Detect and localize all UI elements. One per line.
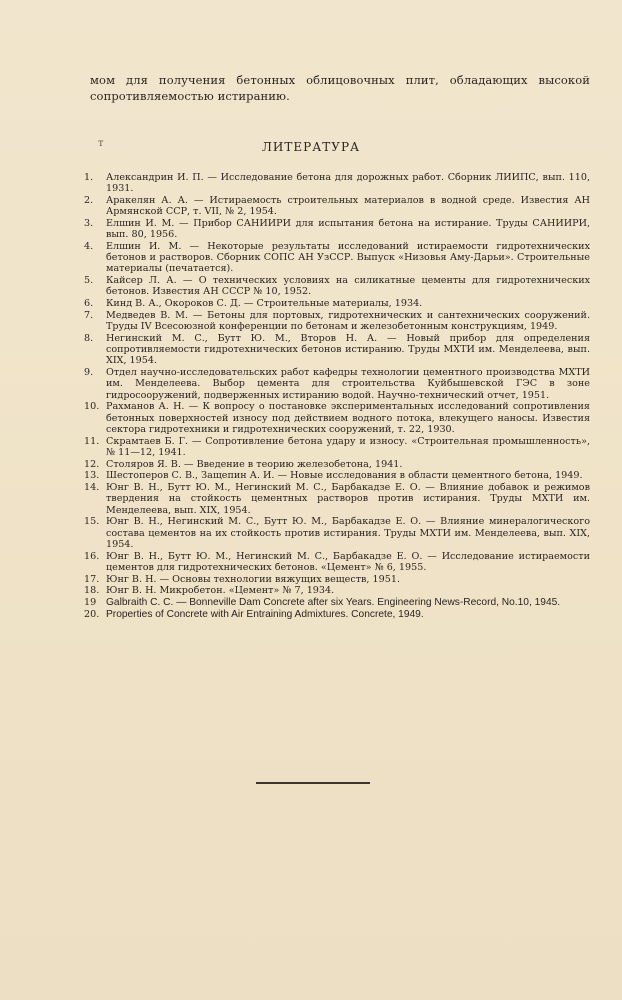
reference-item: [84, 172, 590, 194]
reference-number: 8.: [84, 333, 94, 344]
reference-item: [84, 195, 590, 217]
margin-mark: т: [98, 138, 104, 149]
reference-number: 17.: [84, 573, 100, 585]
reference-text: Скрамтаев Б. Г. — Сопротивление бетона удару и износу. «Строительная промышленность», № 11—12, 1941.: [106, 435, 590, 458]
reference-number: 4.: [84, 241, 94, 252]
reference-text: Юнг В. Н., Бутт Ю. М., Негинский М. С., Барбакадзе Е. О. — Влияние добавок и режимов твердения на стойкость цементных растворов против истирания. Труды МХТИ им. Менделеева, вып. XIX, 1954.: [106, 482, 590, 516]
reference-text: Елшин И. М. — Прибор САНИИРИ для испытания бетона на истирание. Труды САНИИРИ, вып. 80, 1956.: [106, 218, 590, 241]
section-heading: ЛИТЕРАТУРА: [261, 140, 361, 154]
reference-item: [84, 275, 590, 297]
closing-rule: [256, 782, 370, 784]
intro-paragraph: мом для получения бетонных облицовочных плит, обладающих высокой сопротивляемостью истиранию.: [90, 73, 590, 103]
reference-text: Александрин И. П. — Исследование бетона для дорожных работ. Сборник ЛИИПС, вып. 110, 1931.: [106, 172, 590, 195]
reference-item: [84, 298, 590, 309]
reference-item: [84, 367, 590, 401]
reference-item: [84, 574, 590, 585]
reference-text: Медведев В. М. — Бетоны для портовых, гидротехнических и сантехнических сооружений. Труды IV Всесоюзной конференции по бетонам и железобетонным конструкциям, 1949.: [106, 310, 590, 333]
reference-text: Рахманов А. Н. — К вопросу о постановке экспериментальных исследований сопротивления бетонных поверхностей износу под действием водного потока, влекущего наносы. Известия сектора гидротехники и гидротехнических сооружений, т. 22, 1930.: [106, 401, 590, 435]
reference-number: 5.: [84, 275, 94, 287]
reference-text: Properties of Concrete with Air Entraining Admixtures. Concrete, 1949.: [106, 609, 424, 620]
reference-number: 3.: [84, 218, 94, 229]
reference-item: [84, 585, 590, 596]
reference-number: 6.: [84, 298, 94, 310]
reference-number: 16.: [84, 550, 100, 562]
reference-item: [84, 516, 590, 550]
reference-number: 14.: [84, 482, 100, 494]
reference-list: [84, 172, 590, 621]
reference-text: Кайсер Л. А. — О технических условиях на силикатные цементы для гидротехнических бетонов. Известия АН СССР № 10, 1952.: [106, 275, 590, 298]
reference-text: Столяров Я. В. — Введение в теорию железобетона, 1941.: [106, 458, 403, 470]
reference-text: Юнг В. Н. Микробетон. «Цемент» № 7, 1934.: [106, 585, 335, 597]
reference-item: [84, 310, 590, 332]
reference-text: Шестоперов С. В., Защепин А. И. — Новые исследования в области цементного бетона, 1949.: [106, 470, 583, 482]
reference-number: 9.: [84, 367, 94, 379]
reference-text: Юнг В. Н. — Основы технологии вяжущих веществ, 1951.: [106, 573, 400, 585]
reference-text: Galbraith C. C. — Bonneville Dam Concrete after six Years. Engineering News-Record, No.10, 1945.: [106, 597, 561, 609]
reference-text: Кинд В. А., Окороков С. Д. — Строительные материалы, 1934.: [106, 298, 423, 310]
reference-text: Юнг В. Н., Негинский М. С., Бутт Ю. М., Барбакадзе Е. О. — Влияние минералогического состава цементов на их стойкость против истирания. Труды МХТИ им. Менделеева, вып. XIX, 1954.: [106, 516, 590, 550]
reference-item: [84, 241, 590, 275]
reference-number: 13.: [84, 470, 100, 482]
reference-number: 2.: [84, 195, 94, 206]
reference-number: 15.: [84, 516, 100, 528]
reference-number: 7.: [84, 310, 94, 321]
reference-number: 10.: [84, 401, 100, 413]
reference-number: 1.: [84, 172, 94, 183]
reference-number: 20.: [84, 609, 100, 620]
reference-number: 18.: [84, 585, 100, 597]
reference-item: [84, 459, 590, 470]
reference-item: [84, 436, 590, 458]
reference-number: 11.: [84, 435, 100, 447]
reference-number: 12.: [84, 458, 100, 470]
reference-item: [84, 482, 590, 516]
reference-text: Отдел научно-исследовательских работ кафедры технологии цементного производства МХТИ им. Менделеева. Выбор цемента для строительства Куйбышевской ГЭС в зоне гидросооружений, подверженных истиранию водой. Научно-технический отчет, 1951.: [106, 367, 590, 401]
reference-item: [84, 597, 590, 608]
reference-item: [84, 401, 590, 435]
reference-item: [84, 609, 590, 620]
reference-text: Аракелян А. А. — Истираемость строительных материалов в водной среде. Известия АН Армянской ССР, т. VII, № 2, 1954.: [106, 195, 590, 218]
reference-item: [84, 333, 590, 367]
reference-item: [84, 470, 590, 481]
reference-item: [84, 551, 590, 573]
reference-number: 19: [84, 597, 97, 609]
reference-text: Юнг В. Н., Бутт Ю. М., Негинский М. С., Барбакадзе Е. О. — Исследование истираемости цементов для гидротехнических бетонов. «Цемент» № 6, 1955.: [106, 550, 590, 573]
reference-text: Елшин И. М. — Некоторые результаты исследований истираемости гидротехнических бетонов и растворов. Сборник СОПС АН УзССР. Выпуск «Низовья Аму-Дарьи». Строительные материалы (печатается).: [106, 241, 590, 275]
reference-text: Негинский М. С., Бутт Ю. М., Второв Н. А. — Новый прибор для определения сопротивляемости гидротехнических бетонов истиранию. Труды МХТИ им. Менделеева, вып. XIX, 1954.: [106, 333, 590, 367]
reference-item: [84, 218, 590, 240]
